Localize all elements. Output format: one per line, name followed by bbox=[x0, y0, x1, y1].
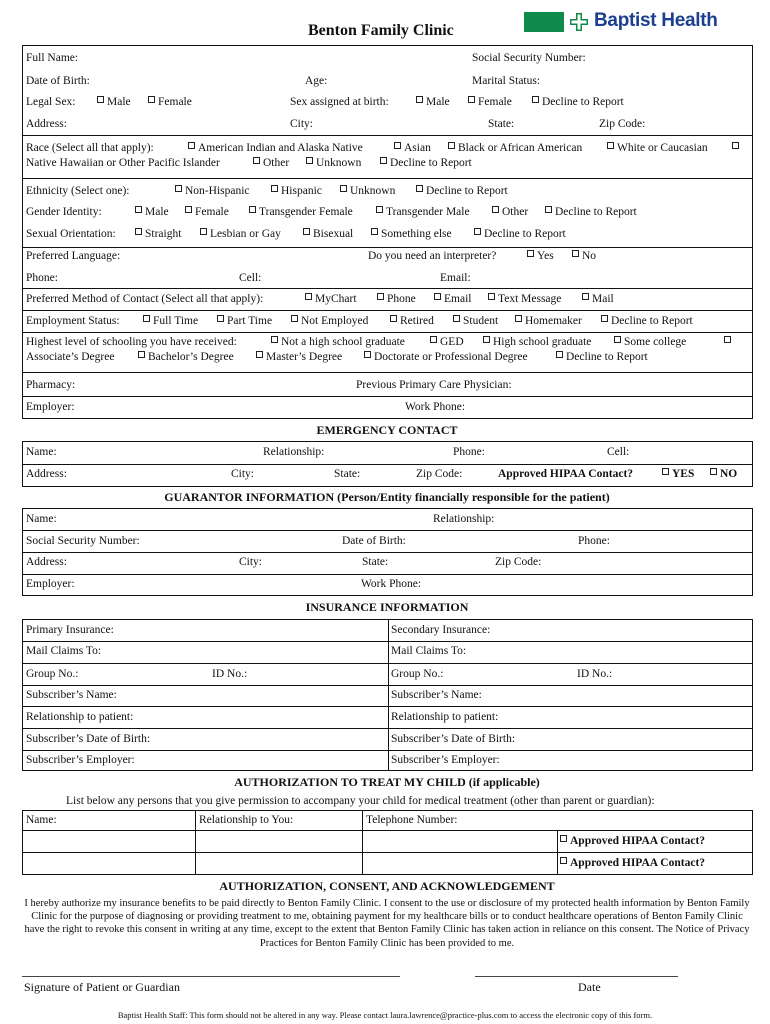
language-label[interactable]: Preferred Language: bbox=[26, 250, 121, 262]
school-option: Associate’s Degree bbox=[26, 351, 115, 363]
orientation-option[interactable]: Lesbian or Gay bbox=[200, 228, 281, 240]
employment-option[interactable]: Part Time bbox=[217, 315, 272, 327]
ethnicity-option[interactable]: Non-Hispanic bbox=[175, 185, 250, 197]
school-option[interactable]: Master’s Degree bbox=[256, 351, 342, 363]
mail-claims-label[interactable]: Mail Claims To: bbox=[26, 645, 102, 657]
child-telephone-header: Telephone Number: bbox=[366, 814, 458, 826]
contact-option[interactable]: Phone bbox=[377, 293, 416, 305]
contact-option[interactable]: Text Message bbox=[488, 293, 561, 305]
ec-name-label[interactable]: Name: bbox=[26, 446, 57, 458]
race-option[interactable]: Other bbox=[253, 157, 289, 169]
cell-label[interactable]: Cell: bbox=[239, 272, 262, 284]
insurance-heading: INSURANCE INFORMATION bbox=[305, 600, 469, 614]
orientation-option[interactable]: Something else bbox=[371, 228, 452, 240]
gender-option[interactable]: Other bbox=[492, 206, 528, 218]
g-name-label[interactable]: Name: bbox=[26, 513, 57, 525]
school-option[interactable]: High school graduate bbox=[483, 336, 591, 348]
gender-option[interactable]: Male bbox=[135, 206, 169, 218]
g-relationship-label[interactable]: Relationship: bbox=[433, 513, 495, 525]
ethnicity-option[interactable]: Decline to Report bbox=[416, 185, 508, 197]
ec-zip-label[interactable]: Zip Code: bbox=[416, 468, 463, 480]
subscriber-employer-label[interactable]: Subscriber’s Employer: bbox=[26, 754, 135, 766]
race-option[interactable]: Decline to Report bbox=[380, 157, 472, 169]
race-option: Native Hawaiian or Other Pacific Islander bbox=[26, 157, 220, 169]
pharmacy-label[interactable]: Pharmacy: bbox=[26, 379, 76, 391]
gender-option[interactable]: Female bbox=[185, 206, 229, 218]
school-option[interactable]: Some college bbox=[614, 336, 686, 348]
primary-insurance-label[interactable]: Primary Insurance: bbox=[26, 624, 114, 636]
interpreter-label: Do you need an interpreter? bbox=[368, 250, 497, 262]
school-label: Highest level of schooling you have received: bbox=[26, 336, 237, 348]
orientation-label: Sexual Orientation: bbox=[26, 228, 116, 240]
g-address-label[interactable]: Address: bbox=[26, 556, 67, 568]
zip-label[interactable]: Zip Code: bbox=[599, 118, 646, 130]
guarantor-heading: GUARANTOR INFORMATION (Person/Entity financially responsible for the patient) bbox=[164, 490, 610, 504]
prev-physician-label[interactable]: Previous Primary Care Physician: bbox=[356, 379, 512, 391]
interpreter-yes[interactable]: Yes bbox=[527, 250, 554, 262]
g-state-label[interactable]: State: bbox=[362, 556, 389, 568]
school-option[interactable]: Decline to Report bbox=[556, 351, 648, 363]
sex-birth-male[interactable]: Male bbox=[416, 96, 450, 108]
employment-option[interactable]: Homemaker bbox=[515, 315, 582, 327]
footer-note: Baptist Health Staff: This form should not be altered in any way. Please contact laura.lawrence@practice-plus.com to access the electronic copy of this form. bbox=[117, 1010, 653, 1020]
subscriber-name-label[interactable]: Subscriber’s Name: bbox=[391, 689, 482, 701]
ec-address-label[interactable]: Address: bbox=[26, 468, 67, 480]
signature-label: Signature of Patient or Guardian bbox=[24, 980, 180, 994]
employer-label[interactable]: Employer: bbox=[26, 401, 75, 413]
id-no-label[interactable]: ID No.: bbox=[577, 668, 613, 680]
sex-birth-female[interactable]: Female bbox=[468, 96, 512, 108]
full-name-label[interactable]: Full Name: bbox=[26, 52, 79, 64]
child-relationship-header: Relationship to You: bbox=[199, 814, 294, 826]
signature-line[interactable] bbox=[22, 976, 400, 977]
orientation-option[interactable]: Decline to Report bbox=[474, 228, 566, 240]
secondary-insurance-label[interactable]: Secondary Insurance: bbox=[391, 624, 491, 636]
legal-sex-male[interactable]: Male bbox=[97, 96, 131, 108]
gender-option[interactable]: Transgender Female bbox=[249, 206, 353, 218]
race-option[interactable]: White or Caucasian bbox=[607, 142, 708, 154]
subscriber-dob-label[interactable]: Subscriber’s Date of Birth: bbox=[26, 733, 151, 745]
baptist-health-logo-bar bbox=[524, 12, 564, 32]
relationship-label[interactable]: Relationship to patient: bbox=[391, 711, 499, 723]
relationship-label[interactable]: Relationship to patient: bbox=[26, 711, 134, 723]
employment-option[interactable]: Decline to Report bbox=[601, 315, 693, 327]
g-city-label[interactable]: City: bbox=[239, 556, 263, 568]
dob-label[interactable]: Date of Birth: bbox=[26, 75, 90, 87]
state-label[interactable]: State: bbox=[488, 118, 515, 130]
child-hipaa-checkbox[interactable]: Approved HIPAA Contact? bbox=[560, 857, 705, 869]
mail-claims-label[interactable]: Mail Claims To: bbox=[391, 645, 467, 657]
ec-hipaa-yes[interactable]: YES bbox=[662, 468, 694, 480]
ec-state-label[interactable]: State: bbox=[334, 468, 361, 480]
race-option[interactable]: American Indian and Alaska Native bbox=[188, 142, 363, 154]
child-hipaa-checkbox[interactable]: Approved HIPAA Contact? bbox=[560, 835, 705, 847]
sex-birth-label: Sex assigned at birth: bbox=[290, 96, 389, 108]
consent-heading: AUTHORIZATION, CONSENT, AND ACKNOWLEDGEMENT bbox=[219, 879, 555, 893]
race-option[interactable]: Black or African American bbox=[448, 142, 582, 154]
checkbox[interactable] bbox=[732, 142, 742, 154]
child-heading: AUTHORIZATION TO TREAT MY CHILD (if applicable) bbox=[234, 775, 540, 789]
gender-label: Gender Identity: bbox=[26, 206, 102, 218]
id-no-label[interactable]: ID No.: bbox=[212, 668, 248, 680]
ethnicity-option[interactable]: Unknown bbox=[340, 185, 395, 197]
ethnicity-option[interactable]: Hispanic bbox=[271, 185, 322, 197]
ec-cell-label[interactable]: Cell: bbox=[607, 446, 630, 458]
employment-option[interactable]: Full Time bbox=[143, 315, 198, 327]
legal-sex-label: Legal Sex: bbox=[26, 96, 76, 108]
checkbox[interactable] bbox=[724, 336, 734, 348]
contact-option[interactable]: Mail bbox=[582, 293, 614, 305]
date-label: Date bbox=[578, 980, 601, 994]
work-phone-label[interactable]: Work Phone: bbox=[405, 401, 466, 413]
gender-option[interactable]: Transgender Male bbox=[376, 206, 470, 218]
child-name-header: Name: bbox=[26, 814, 57, 826]
g-ssn-label[interactable]: Social Security Number: bbox=[26, 535, 140, 547]
orientation-option[interactable]: Bisexual bbox=[303, 228, 353, 240]
g-phone-label[interactable]: Phone: bbox=[578, 535, 610, 547]
orientation-option[interactable]: Straight bbox=[135, 228, 181, 240]
ec-hipaa-label: Approved HIPAA Contact? bbox=[498, 468, 634, 480]
ec-phone-label[interactable]: Phone: bbox=[453, 446, 485, 458]
page-title: Benton Family Clinic bbox=[308, 22, 454, 39]
school-option[interactable]: Doctorate or Professional Degree bbox=[364, 351, 528, 363]
subscriber-dob-label[interactable]: Subscriber’s Date of Birth: bbox=[391, 733, 516, 745]
address-label[interactable]: Address: bbox=[26, 118, 67, 130]
race-option[interactable]: Asian bbox=[394, 142, 431, 154]
child-intro: List below any persons that you give permission to accompany your child for medical treatment (other than parent or guardian): bbox=[66, 795, 655, 807]
emergency-heading: EMERGENCY CONTACT bbox=[316, 423, 458, 437]
legal-sex-female[interactable]: Female bbox=[148, 96, 192, 108]
logo-text: Baptist Health bbox=[594, 10, 718, 31]
contact-option[interactable]: MyChart bbox=[305, 293, 357, 305]
city-label[interactable]: City: bbox=[290, 118, 314, 130]
contact-option[interactable]: Email bbox=[434, 293, 471, 305]
employment-option[interactable]: Student bbox=[453, 315, 498, 327]
g-employer-label[interactable]: Employer: bbox=[26, 578, 75, 590]
ssn-label[interactable]: Social Security Number: bbox=[472, 52, 586, 64]
marital-label[interactable]: Marital Status: bbox=[472, 75, 541, 87]
consent-text: I hereby authorize my insurance benefits to be paid directly to Benton Family Clinic. I consent to the use or disclosure of my protected health information by Benton Family Clinic for the purpose of diagnosing or providing treatment to me, obtaining payment for my healthcare bills or to conduct healthcare operations of Benton Family Clinic have the right to revoke this consent in writing at any time, except to the extent that Benton Family Clinic has taken action in reliance on this consent. The Notice of Privacy Practices for Benton Family Clinic has been provided to me. bbox=[24, 898, 750, 949]
school-option[interactable]: Bachelor’s Degree bbox=[138, 351, 234, 363]
age-label[interactable]: Age: bbox=[305, 75, 328, 87]
cross-icon bbox=[570, 12, 588, 32]
ethnicity-label: Ethnicity (Select one): bbox=[26, 185, 130, 197]
group-no-label[interactable]: Group No.: bbox=[391, 668, 444, 680]
race-option[interactable]: Unknown bbox=[306, 157, 361, 169]
ec-city-label[interactable]: City: bbox=[231, 468, 255, 480]
date-line[interactable] bbox=[475, 976, 678, 977]
school-option[interactable]: Not a high school graduate bbox=[271, 336, 405, 348]
phone-label[interactable]: Phone: bbox=[26, 272, 58, 284]
employment-option[interactable]: Retired bbox=[390, 315, 434, 327]
race-label: Race (Select all that apply): bbox=[26, 142, 154, 154]
school-option[interactable]: GED bbox=[430, 336, 464, 348]
subscriber-employer-label[interactable]: Subscriber’s Employer: bbox=[391, 754, 500, 766]
g-work-phone-label[interactable]: Work Phone: bbox=[361, 578, 422, 590]
g-dob-label[interactable]: Date of Birth: bbox=[342, 535, 406, 547]
sex-birth-decline[interactable]: Decline to Report bbox=[532, 96, 624, 108]
group-no-label[interactable]: Group No.: bbox=[26, 668, 79, 680]
employment-label: Employment Status: bbox=[26, 315, 120, 327]
ec-relationship-label[interactable]: Relationship: bbox=[263, 446, 325, 458]
g-zip-label[interactable]: Zip Code: bbox=[495, 556, 542, 568]
interpreter-no[interactable]: No bbox=[572, 250, 596, 262]
email-label[interactable]: Email: bbox=[440, 272, 471, 284]
contact-label: Preferred Method of Contact (Select all that apply): bbox=[26, 293, 264, 305]
employment-option[interactable]: Not Employed bbox=[291, 315, 368, 327]
ec-hipaa-no[interactable]: NO bbox=[710, 468, 737, 480]
gender-option[interactable]: Decline to Report bbox=[545, 206, 637, 218]
subscriber-name-label[interactable]: Subscriber’s Name: bbox=[26, 689, 117, 701]
